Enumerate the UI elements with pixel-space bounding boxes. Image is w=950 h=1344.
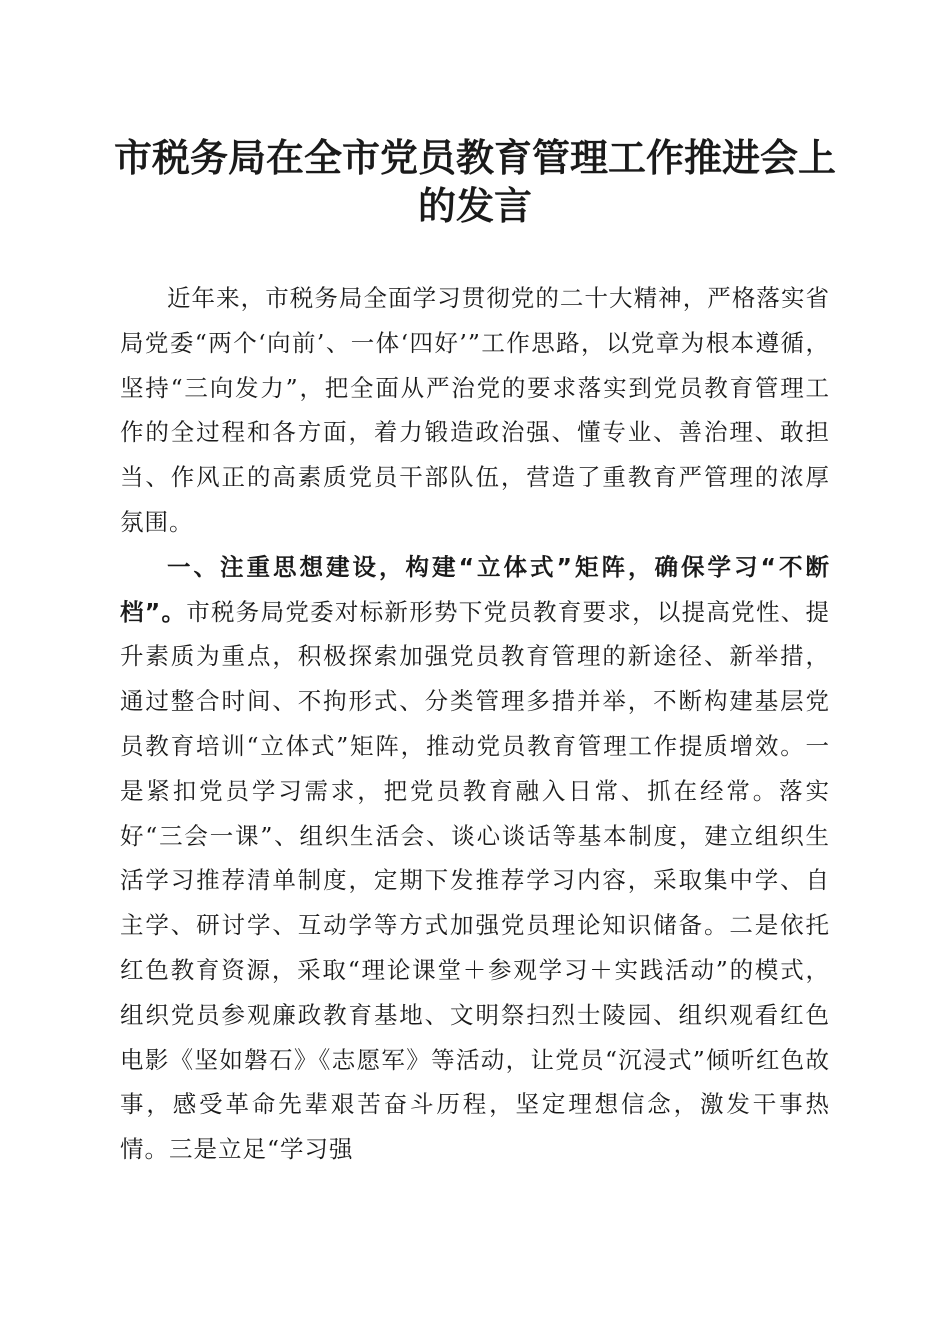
section-1-body: 市税务局党委对标新形势下党员教育要求，以提高党性、提升素质为重点，积极探索加强党员教育管理的新途径、新举措，通过整合时间、不拘形式、分类管理多措并举，不断构建基层党员教育培训“立体式”矩阵，推动党员教育管理工作提质增效。一是紧扣党员学习需求，把党员教育融入日常、抓在经常。落实好“三会一课”、组织生活会、谈心谈话等基本制度，建立组织生活学习推荐清单制度，定期下发推荐学习内容，采取集中学、自主学、研讨学、互动学等方式加强党员理论知识储备。二是依托红色教育资源，采取“理论课堂＋参观学习＋实践活动”的模式，组织党员参观廉政教育基地、文明祭扫烈士陵园、组织观看红色电影《坚如磐石》《志愿军》等活动，让党员“沉浸式”倾听红色故事，感受革命先辈艰苦奋斗历程，坚定理想信念，激发干事热情。三是立足“学习强 bbox=[120, 597, 831, 1164]
document-title: 市税务局在全市党员教育管理工作推进会上的发言 bbox=[113, 135, 836, 228]
document-body bbox=[120, 276, 830, 1172]
section-1-paragraph bbox=[120, 545, 830, 1172]
intro-paragraph: 近年来，市税务局全面学习贯彻党的二十大精神，严格落实省局党委“两个‘向前’、一体‘四好’”工作思路，以党章为根本遵循，坚持“三向发力”，把全面从严治党的要求落实到党员教育管理工作的全过程和各方面，着力锻造政治强、懂专业、善治理、敢担当、作风正的高素质党员干部队伍，营造了重教育严管理的浓厚氛围。 bbox=[120, 284, 830, 536]
section-1-heading: 一、注重思想建设，构建“立体式”矩阵，确保学习“不断档”。 bbox=[120, 552, 830, 626]
